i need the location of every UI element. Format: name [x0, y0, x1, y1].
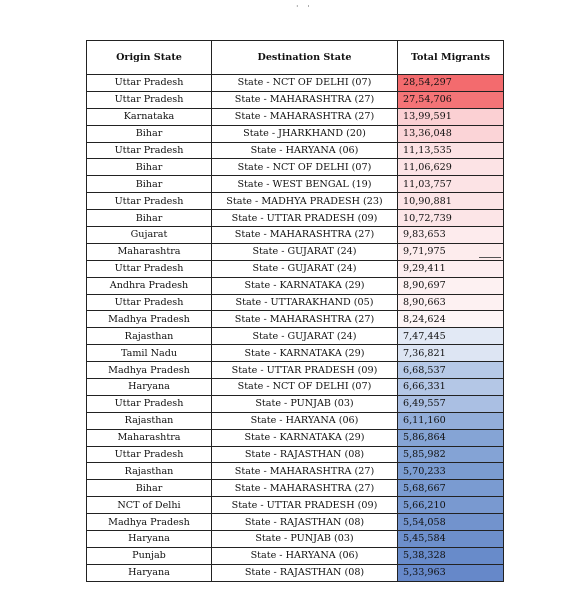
destination-cell: State - MAHARASHTRA (27) [212, 480, 398, 497]
total-migrants-cell: 9,29,411 [398, 260, 504, 277]
destination-cell: State - NCT OF DELHI (07) [212, 75, 398, 92]
destination-cell: State - HARYANA (06) [212, 142, 398, 159]
total-migrants-cell: 5,70,233 [398, 463, 504, 480]
origin-cell: Madhya Pradesh [87, 514, 212, 531]
total-migrants-cell: 9,71,975 [398, 243, 504, 260]
header-marks: · · [296, 2, 313, 11]
total-migrants-cell: 5,86,864 [398, 429, 504, 446]
total-migrants-cell: 6,49,557 [398, 395, 504, 412]
origin-cell: Madhya Pradesh [87, 311, 212, 328]
destination-cell: State - HARYANA (06) [212, 412, 398, 429]
table-row [87, 260, 504, 277]
destination-cell: State - PUNJAB (03) [212, 531, 398, 548]
origin-cell: Rajasthan [87, 412, 212, 429]
table-row [87, 362, 504, 379]
table-row [87, 227, 504, 244]
total-migrants-cell: 6,66,331 [398, 379, 504, 396]
destination-cell: State - JHARKHAND (20) [212, 125, 398, 142]
total-migrants-cell: 7,36,821 [398, 345, 504, 362]
total-migrants-cell: 8,24,624 [398, 311, 504, 328]
origin-cell: Uttar Pradesh [87, 446, 212, 463]
origin-cell: Uttar Pradesh [87, 395, 212, 412]
origin-cell: Uttar Pradesh [87, 91, 212, 108]
table-row [87, 159, 504, 176]
table-row [87, 193, 504, 210]
total-migrants-cell: 9,83,653 [398, 227, 504, 244]
origin-cell: Haryana [87, 379, 212, 396]
destination-cell: State - GUJARAT (24) [212, 328, 398, 345]
origin-cell: Uttar Pradesh [87, 294, 212, 311]
total-migrants-cell: 13,36,048 [398, 125, 504, 142]
table-row [87, 379, 504, 396]
destination-cell: State - NCT OF DELHI (07) [212, 379, 398, 396]
table-row [87, 108, 504, 125]
total-migrants-cell: 8,90,663 [398, 294, 504, 311]
total-migrants-cell: 6,68,537 [398, 362, 504, 379]
table-row [87, 446, 504, 463]
total-migrants-cell: 8,90,697 [398, 277, 504, 294]
stray-mark [479, 257, 501, 258]
destination-cell: State - RAJASTHAN (08) [212, 446, 398, 463]
origin-cell: Gujarat [87, 227, 212, 244]
table-row [87, 412, 504, 429]
total-migrants-cell: 11,06,629 [398, 159, 504, 176]
origin-cell: Bihar [87, 125, 212, 142]
destination-cell: State - MADHYA PRADESH (23) [212, 193, 398, 210]
total-migrants-cell: 10,90,881 [398, 193, 504, 210]
origin-cell: Rajasthan [87, 328, 212, 345]
table-header-row [87, 41, 504, 75]
table-row [87, 345, 504, 362]
origin-cell: Uttar Pradesh [87, 142, 212, 159]
destination-cell: State - UTTAR PRADESH (09) [212, 362, 398, 379]
origin-cell: Bihar [87, 480, 212, 497]
table-row [87, 142, 504, 159]
total-migrants-cell: 13,99,591 [398, 108, 504, 125]
origin-cell: Bihar [87, 210, 212, 227]
table-row [87, 564, 504, 581]
origin-cell: Haryana [87, 564, 212, 581]
origin-cell: Maharashtra [87, 429, 212, 446]
destination-cell: State - UTTAR PRADESH (09) [212, 497, 398, 514]
origin-cell: Uttar Pradesh [87, 75, 212, 92]
total-migrants-cell: 11,13,535 [398, 142, 504, 159]
origin-cell: Bihar [87, 159, 212, 176]
header-origin-state: Origin State [87, 41, 212, 75]
destination-cell: State - MAHARASHTRA (27) [212, 311, 398, 328]
table-row [87, 243, 504, 260]
origin-cell: Haryana [87, 531, 212, 548]
total-migrants-cell: 7,47,445 [398, 328, 504, 345]
total-migrants-cell: 6,11,160 [398, 412, 504, 429]
origin-cell: Uttar Pradesh [87, 260, 212, 277]
table-row [87, 497, 504, 514]
destination-cell: State - WEST BENGAL (19) [212, 176, 398, 193]
table-row [87, 125, 504, 142]
total-migrants-cell: 5,66,210 [398, 497, 504, 514]
total-migrants-cell: 5,38,328 [398, 547, 504, 564]
table-row [87, 210, 504, 227]
origin-cell: Andhra Pradesh [87, 277, 212, 294]
origin-cell: Karnataka [87, 108, 212, 125]
destination-cell: State - KARNATAKA (29) [212, 277, 398, 294]
total-migrants-cell: 10,72,739 [398, 210, 504, 227]
destination-cell: State - GUJARAT (24) [212, 243, 398, 260]
table-row [87, 277, 504, 294]
total-migrants-cell: 5,33,963 [398, 564, 504, 581]
total-migrants-cell: 5,68,667 [398, 480, 504, 497]
destination-cell: State - RAJASTHAN (08) [212, 514, 398, 531]
origin-cell: Bihar [87, 176, 212, 193]
destination-cell: State - UTTAR PRADESH (09) [212, 210, 398, 227]
origin-cell: Uttar Pradesh [87, 193, 212, 210]
total-migrants-cell: 28,54,297 [398, 75, 504, 92]
table-row [87, 514, 504, 531]
table-row [87, 294, 504, 311]
destination-cell: State - MAHARASHTRA (27) [212, 108, 398, 125]
destination-cell: State - KARNATAKA (29) [212, 345, 398, 362]
table-row [87, 547, 504, 564]
origin-cell: Maharashtra [87, 243, 212, 260]
table-row [87, 395, 504, 412]
origin-cell: NCT of Delhi [87, 497, 212, 514]
origin-cell: Punjab [87, 547, 212, 564]
table-row [87, 463, 504, 480]
origin-cell: Rajasthan [87, 463, 212, 480]
table-row [87, 311, 504, 328]
table-row [87, 91, 504, 108]
destination-cell: State - GUJARAT (24) [212, 260, 398, 277]
header-destination-state: Destination State [212, 41, 398, 75]
total-migrants-cell: 27,54,706 [398, 91, 504, 108]
destination-cell: State - RAJASTHAN (08) [212, 564, 398, 581]
header-total-migrants: Total Migrants [398, 41, 504, 75]
destination-cell: State - NCT OF DELHI (07) [212, 159, 398, 176]
destination-cell: State - KARNATAKA (29) [212, 429, 398, 446]
origin-cell: Madhya Pradesh [87, 362, 212, 379]
destination-cell: State - MAHARASHTRA (27) [212, 227, 398, 244]
total-migrants-cell: 11,03,757 [398, 176, 504, 193]
table-row [87, 531, 504, 548]
table-row [87, 176, 504, 193]
total-migrants-cell: 5,45,584 [398, 531, 504, 548]
table-row [87, 429, 504, 446]
destination-cell: State - HARYANA (06) [212, 547, 398, 564]
destination-cell: State - PUNJAB (03) [212, 395, 398, 412]
migration-table [86, 40, 504, 582]
destination-cell: State - UTTARAKHAND (05) [212, 294, 398, 311]
table-row [87, 328, 504, 345]
destination-cell: State - MAHARASHTRA (27) [212, 91, 398, 108]
table-row [87, 480, 504, 497]
destination-cell: State - MAHARASHTRA (27) [212, 463, 398, 480]
origin-cell: Tamil Nadu [87, 345, 212, 362]
table-row [87, 75, 504, 92]
total-migrants-cell: 5,54,058 [398, 514, 504, 531]
total-migrants-cell: 5,85,982 [398, 446, 504, 463]
